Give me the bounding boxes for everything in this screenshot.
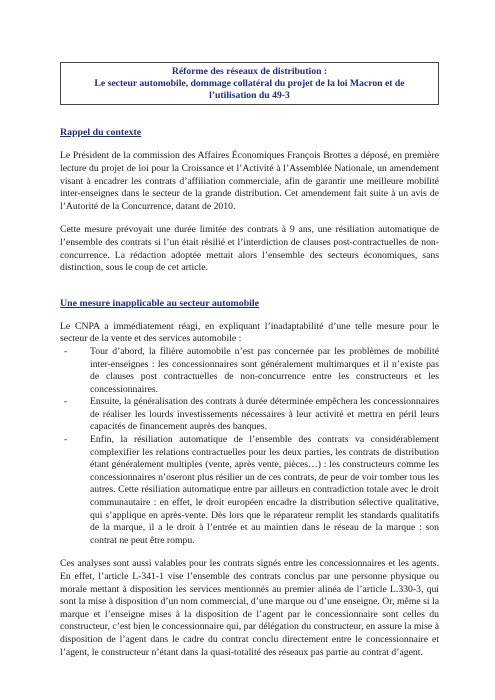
list-item bbox=[64, 396, 439, 434]
dash-bullet: - bbox=[64, 396, 68, 408]
dash-bullet: - bbox=[64, 434, 68, 446]
section-heading-automobile: Une mesure inapplicable au secteur automobile bbox=[60, 297, 260, 309]
list-item-text: Enfin, la résiliation automatique de l’ensemble des contrats va considérablement complexifier les relations contractuelles pour les deux parties, les contrats de distribution étant généralement multiples (vente, après vente, pièces…) : les constructeurs comme les concessionnaires n’oseront plus résilier un de ces contrats, de peur de voir tomber tous les autres. Cette résiliation automatique entre par ailleurs en contradiction totale avec le droit communautaire : en effet, le droit européen encadre la distribution sélective qualitative, qui s’applique en après-vente. Dès lors que le réparateur remplit les standards qualitatifs de la marque, il a le droit à l’entrée et au maintien dans le réseau de la marque : son contrat ne peut être rompu. bbox=[90, 434, 439, 546]
section-heading-context: Rappel du contexte bbox=[60, 127, 142, 139]
title-line-3: l’utilisation du 49-3 bbox=[209, 89, 290, 101]
automobile-intro-paragraph: Le CNPA a immédiatement réagi, en expliquant l’inadaptabilité d’une telle mesure pour le secteur de la vente et des services automobile : bbox=[60, 320, 439, 345]
context-paragraph-2: Cette mesure prévoyait une durée limitée des contrats à 9 ans, une résiliation automatique de l’ensemble des contrats si l’un était résilié et l’interdiction de clauses post-contractuelles de non-concurrence. La rédaction adoptée mettait alors l’ensemble des secteurs économiques, sans distinction, sous le coup de cet article. bbox=[60, 224, 439, 274]
list-item bbox=[64, 434, 439, 547]
agents-paragraph: Ces analyses sont aussi valables pour les contrats signés entre les concessionnaires et les agents. En effet, l’article L-341-1 vise l’ensemble des contrats conclus par une personne physique ou morale mettant à disposition les services mentionnés au premier alinéa de l’article L.330-3, qui sont la mise à disposition d’un nom commercial, d’une marque ou d’une enseigne. Or, même si la marque et l’enseigne mises à la disposition de l’agent par le concessionnaire sont celles du constructeur, c’est bien le concessionnaire qui, par délégation du constructeur, en assure la mise à disposition de l’agent dans le cadre du contrat conclu directement entre le concessionnaire et l’agent, le constructeur n’étant dans la quasi-totalité des réseaux pas partie au contrat d’agent. bbox=[60, 558, 439, 658]
title-line-1: Réforme des réseaux de distribution : bbox=[171, 66, 328, 77]
context-paragraph-1: Le Président de la commission des Affaires Économiques François Brottes a déposé, en première lecture du projet de loi pour la Croissance et l’Activité à l’Assemblée Nationale, un amendement visant à encadrer les contrats d’affiliation commerciale, afin de garantir une meilleure mobilité inter-enseignes dans le secteur de la grande distribution. Cet amendement fait suite à un avis de l’Autorité de la Concurrence, datant de 2010. bbox=[60, 150, 439, 212]
section-spacer bbox=[60, 286, 439, 298]
argument-list bbox=[60, 346, 439, 548]
title-line-2: Le secteur automobile, dommage collatéral du projet de la loi Macron et de bbox=[94, 77, 405, 89]
list-item-text: Tour d’abord, la filière automobile n’est pas concernée par les problèmes de mobilité inter-enseignes : les concessionnaires sont généralement multimarques et il n’existe pas de clauses post contractuelles de non-concurrence entre les constructeurs et les concessionnaires. bbox=[90, 345, 439, 395]
dash-bullet: - bbox=[64, 345, 68, 357]
document-title-box bbox=[60, 62, 439, 105]
list-item bbox=[64, 345, 439, 396]
list-item-text: Ensuite, la généralisation des contrats à durée déterminée empêchera les concessionnaires de réaliser les lourds investissements nécessaires à leur activité et mettra en péril leurs capacités de financement auprès des banques. bbox=[90, 396, 439, 433]
